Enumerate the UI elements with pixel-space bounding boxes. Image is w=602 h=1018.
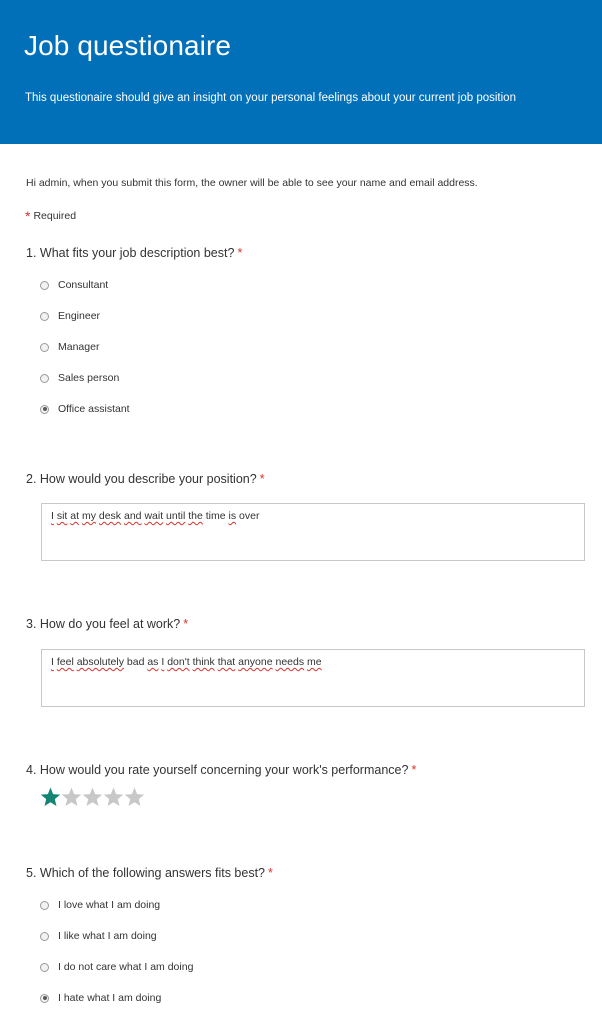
question-5 (26, 866, 273, 880)
answer-word: bad (123, 656, 148, 668)
option-label: Office assistant (58, 403, 130, 415)
form-header (0, 0, 602, 144)
question-5-text: 5. Which of the following answers fits best? (26, 866, 266, 880)
required-label: Required (33, 210, 77, 222)
q1-option-office-assistant[interactable] (40, 401, 130, 417)
radio-button[interactable] (40, 343, 49, 352)
answer-word: needs (275, 656, 305, 668)
radio-button-selected[interactable] (40, 405, 49, 414)
answer-word: think (192, 656, 215, 668)
q1-option-sales-person[interactable] (40, 370, 119, 386)
question-1-text: 1. What fits your job description best? (26, 246, 235, 260)
answer-word: at (70, 510, 80, 522)
question-3-text: 3. How do you feel at work? (26, 617, 181, 631)
required-asterisk: * (259, 472, 265, 486)
question-4-text: 4. How would you rate yourself concerning your work's performance? (26, 763, 409, 777)
answer-word: sit (56, 510, 68, 522)
answer-word: as (147, 656, 159, 668)
radio-button-selected[interactable] (40, 994, 49, 1003)
star-icon[interactable] (82, 786, 103, 808)
privacy-notice: Hi admin, when you submit this form, the owner will be able to see your name and email address. (26, 177, 478, 189)
option-label: I like what I am doing (58, 930, 157, 942)
q2-answer-textarea[interactable] (41, 503, 585, 561)
q5-option-do-not-care[interactable] (40, 959, 193, 975)
required-legend (25, 206, 76, 222)
q5-option-like[interactable] (40, 928, 157, 944)
option-label: Sales person (58, 372, 120, 384)
answer-word: and (123, 510, 142, 522)
required-asterisk: * (25, 208, 31, 224)
radio-button[interactable] (40, 963, 49, 972)
required-asterisk: * (183, 617, 189, 631)
answer-word: the (188, 510, 203, 522)
star-icon[interactable] (40, 786, 61, 808)
question-1 (26, 246, 242, 260)
answer-word: absolutely (76, 656, 124, 668)
question-2-text: 2. How would you describe your position? (26, 472, 257, 486)
answer-word: don't (167, 656, 190, 668)
q5-option-hate[interactable] (40, 990, 161, 1006)
radio-button[interactable] (40, 281, 49, 290)
option-label: I do not care what I am doing (58, 961, 194, 973)
option-label: I hate what I am doing (58, 992, 162, 1004)
q5-option-love[interactable] (40, 897, 160, 913)
q1-option-consultant[interactable] (40, 277, 108, 293)
answer-word: I (161, 656, 165, 668)
answer-word: that (217, 656, 236, 668)
star-icon[interactable] (103, 786, 124, 808)
star-icon[interactable] (124, 786, 145, 808)
option-label: I love what I am doing (58, 899, 161, 911)
radio-button[interactable] (40, 932, 49, 941)
required-asterisk: * (268, 866, 273, 880)
answer-word: wait (144, 510, 164, 522)
answer-word: over (236, 510, 260, 522)
answer-word: me (307, 656, 322, 668)
required-asterisk: * (411, 763, 417, 777)
answer-word: is (228, 510, 237, 522)
radio-button[interactable] (40, 901, 49, 910)
star-icon[interactable] (61, 786, 82, 808)
answer-word: desk (98, 510, 122, 522)
answer-word: my (81, 510, 96, 522)
answer-word: time (202, 510, 229, 522)
question-3 (26, 617, 188, 631)
answer-word: feel (56, 656, 74, 668)
question-4 (26, 763, 416, 777)
option-label: Engineer (58, 310, 101, 322)
option-label: Consultant (58, 279, 109, 291)
required-asterisk: * (237, 246, 243, 260)
answer-word: anyone (238, 656, 273, 668)
rating-stars[interactable] (40, 786, 145, 808)
q1-option-engineer[interactable] (40, 308, 100, 324)
q3-answer-textarea[interactable] (41, 649, 585, 707)
answer-word: until (166, 510, 186, 522)
radio-button[interactable] (40, 312, 49, 321)
q1-option-manager[interactable] (40, 339, 99, 355)
form-title: Job questionaire (24, 30, 232, 61)
form-subtitle: This questionaire should give an insight on your personal feelings about your current job position (25, 92, 516, 104)
answer-word: I (51, 656, 54, 668)
option-label: Manager (58, 341, 100, 353)
question-2 (26, 472, 265, 486)
answer-word: I (51, 510, 54, 522)
radio-button[interactable] (40, 374, 49, 383)
